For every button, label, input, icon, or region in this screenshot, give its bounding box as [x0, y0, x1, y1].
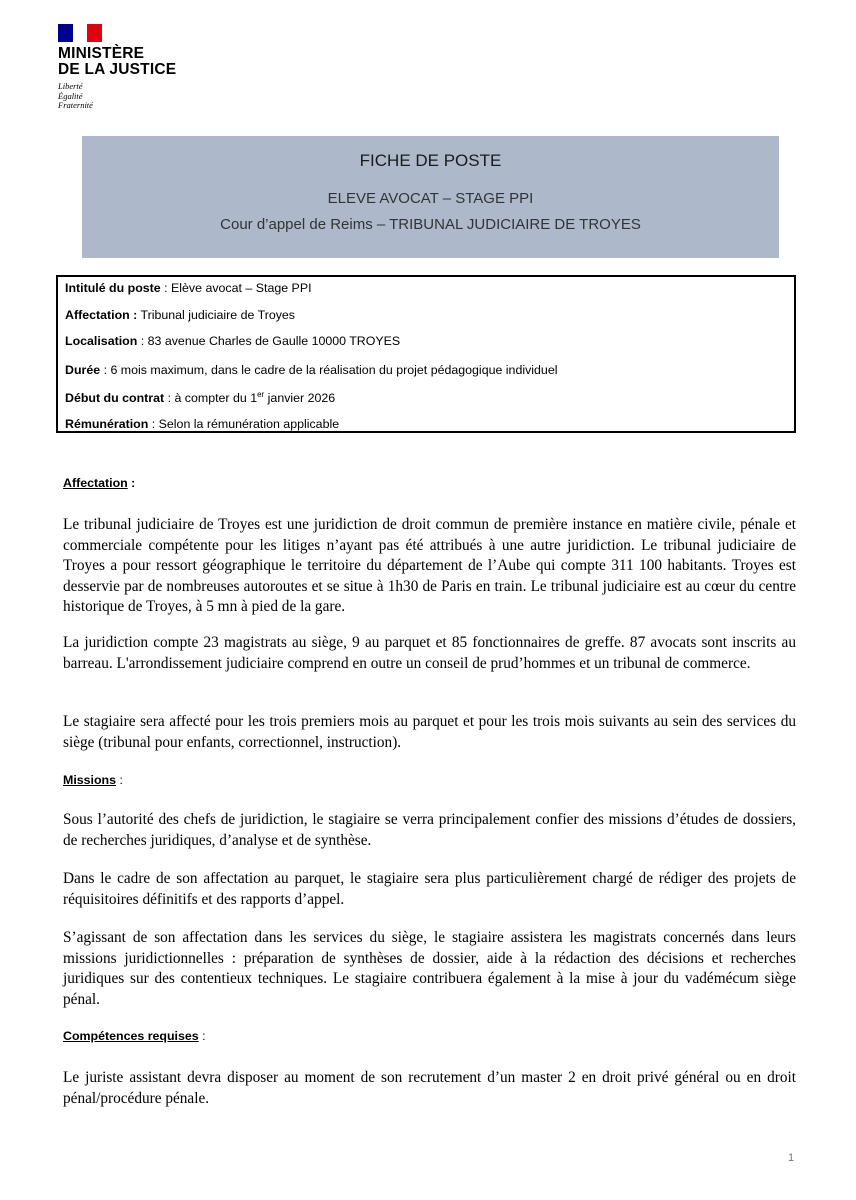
info-row-duree [65, 363, 557, 377]
paragraph-missions-1: Sous l’autorité des chefs de juridiction, le stagiaire se verra principalement confier des missions d’études de dossiers, de recherches juridiques, d’analyse et de synthèse. [63, 811, 796, 849]
section-heading-affectation [63, 476, 135, 490]
info-value-intitule: : Elève avocat – Stage PPI [160, 281, 312, 295]
info-key-affectation: Affectation : [65, 308, 138, 322]
paragraph-missions-3: S’agissant de son affectation dans les services du siège, le stagiaire assistera les magistrats concernés dans leurs missions juridictionnelles : préparation de synthèses de dossier, aide à la rédaction des décisions et recherches juridiques sur des contentieux techniques. Le stagiaire contribuera également à la mise à jour du vadémécum siège pénal. [63, 929, 796, 1008]
heading-suffix-missions: : [116, 773, 123, 787]
info-value-localisation: : 83 avenue Charles de Gaulle 10000 TROYES [137, 334, 401, 348]
info-row-affectation [65, 308, 295, 322]
heading-suffix-affectation: : [127, 476, 136, 490]
heading-text-affectation: Affectation [63, 476, 128, 490]
info-value-remuneration: : Selon la rémunération applicable [148, 417, 340, 431]
position-info-box [56, 275, 796, 433]
info-value-debut-pre: : à compter du 1 [164, 391, 258, 405]
info-key-remuneration: Rémunération [65, 417, 149, 431]
header-banner [82, 136, 779, 258]
page-title: FICHE DE POSTE [359, 151, 502, 170]
motto [58, 82, 218, 111]
info-key-debut: Début du contrat [65, 391, 165, 405]
page-number: 1 [788, 1152, 795, 1164]
paragraph-affectation-3: Le stagiaire sera affecté pour les trois premiers mois au parquet et pour les trois mois suivants au sein des services du siège (tribunal pour enfants, correctionnel, instruction). [63, 713, 796, 751]
ministry-name-line1: MINISTÈRE [58, 45, 145, 62]
paragraph-competences-1: Le juriste assistant devra disposer au moment de son recrutement d’un master 2 en droit privé général ou en droit pénal/procédure pénale. [63, 1069, 796, 1107]
section-heading-competences [63, 1029, 206, 1043]
heading-text-missions: Missions [63, 773, 117, 787]
info-row-remuneration [65, 417, 339, 431]
info-row-localisation [65, 334, 400, 348]
info-value-affectation: Tribunal judiciaire de Troyes [137, 308, 295, 322]
marianne-flag-icon [58, 24, 102, 42]
info-value-debut-sup: er [257, 390, 265, 399]
motto-egalite: Égalité [58, 90, 83, 101]
paragraph-missions-2: Dans le cadre de son affectation au parquet, le stagiaire sera plus particulièrement chargé de rédiger des projets de réquisitoires définitifs et des rapports d’appel. [63, 870, 796, 908]
info-row-intitule [65, 281, 312, 295]
motto-liberte: Liberté [58, 81, 83, 91]
info-key-duree: Durée [65, 363, 101, 377]
info-key-intitule: Intitulé du poste [65, 281, 161, 295]
motto-fraternite: Fraternité [58, 100, 93, 110]
info-row-debut [65, 391, 335, 405]
section-heading-missions [63, 773, 123, 787]
heading-suffix-competences: : [198, 1029, 206, 1043]
info-key-localisation: Localisation [65, 334, 138, 348]
ministry-logo [58, 24, 218, 111]
paragraph-affectation-2: La juridiction compte 23 magistrats au siège, 9 au parquet et 85 fonctionnaires de greffe. 87 avocats sont inscrits au barreau. L'arrondissement judiciaire comprend en outre un conseil de prud’hommes et un tribunal de commerce. [63, 634, 796, 672]
heading-text-competences: Compétences requises [63, 1029, 199, 1043]
paragraph-affectation-1: Le tribunal judiciaire de Troyes est une juridiction de droit commun de première instance en matière civile, pénale et commerciale compétente pour les litiges n’ayant pas été attribués à une autre juridiction. Le tribunal judiciaire de Troyes a pour ressort géographique le territoire du département de l’Aube qui compte 311 100 habitants. Troyes est desservie par de nombreuses autoroutes et se situe à 1h30 de Paris en train. Le tribunal judiciaire est au cœur du centre historique de Troyes, à 5 mn à pied de la gare. [63, 516, 796, 616]
info-value-duree: : 6 mois maximum, dans le cadre de la réalisation du projet pédagogique individuel [100, 363, 558, 377]
page-subtitle-court: Cour d’appel de Reims – TRIBUNAL JUDICIAIRE DE TROYES [220, 216, 641, 233]
ministry-name-line2: DE LA JUSTICE [58, 61, 177, 78]
page-subtitle-position: ELEVE AVOCAT – STAGE PPI [327, 190, 534, 207]
info-value-debut-post: janvier 2026 [264, 391, 336, 405]
